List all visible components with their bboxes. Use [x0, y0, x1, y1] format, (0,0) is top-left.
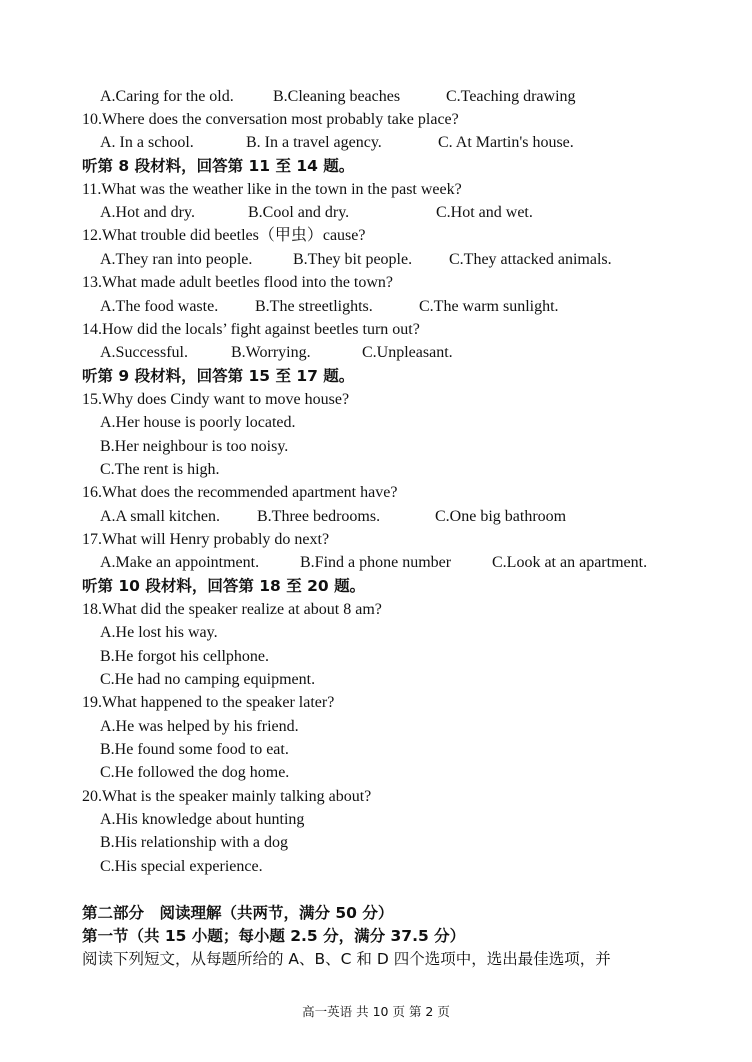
q9-option-b: B.Cleaning beaches — [273, 88, 401, 105]
q12-question: 12.What trouble did beetles（甲虫）cause? — [82, 227, 366, 244]
q14-option-a: A.Successful. — [100, 344, 188, 361]
q19-option-b: B.He found some food to eat. — [100, 741, 289, 758]
q18-option-a: A.He lost his way. — [100, 624, 218, 641]
q10-question: 10.Where does the conversation most probably take place? — [82, 111, 459, 128]
part-2-title: 第二部分 阅读理解（共两节，满分 50 分） — [82, 904, 394, 922]
q16-option-c: C.One big bathroom — [435, 508, 567, 525]
q10-option-c: C. At Martin's house. — [438, 134, 574, 151]
q10-option-a: A. In a school. — [100, 134, 194, 151]
q15-question: 15.Why does Cindy want to move house? — [82, 391, 350, 408]
q11-option-a: A.Hot and dry. — [100, 204, 195, 221]
page-footer: 高一英语 共 10 页 第 2 页 — [302, 1004, 450, 1019]
q19-option-c: C.He followed the dog home. — [100, 764, 290, 781]
q15-option-b: B.Her neighbour is too noisy. — [100, 438, 289, 455]
q13-option-a: A.The food waste. — [100, 298, 219, 315]
q18-question: 18.What did the speaker realize at about 8 am? — [82, 601, 382, 618]
section-9-heading: 听第 9 段材料，回答第 15 至 17 题。 — [82, 367, 355, 385]
section-8-heading: 听第 8 段材料，回答第 11 至 14 题。 — [82, 157, 355, 175]
q11-option-b: B.Cool and dry. — [248, 204, 350, 221]
q13-option-b: B.The streetlights. — [255, 298, 373, 315]
q13-option-c: C.The warm sunlight. — [419, 298, 559, 315]
q10-option-b: B. In a travel agency. — [246, 134, 382, 151]
q16-option-a: A.A small kitchen. — [100, 508, 220, 525]
q9-option-c: C.Teaching drawing — [446, 88, 576, 105]
q15-option-a: A.Her house is poorly located. — [100, 414, 296, 431]
q18-option-b: B.He forgot his cellphone. — [100, 648, 270, 665]
q11-option-c: C.Hot and wet. — [436, 204, 533, 221]
q15-option-c: C.The rent is high. — [100, 461, 220, 478]
q19-question: 19.What happened to the speaker later? — [82, 694, 335, 711]
q12-option-c: C.They attacked animals. — [449, 251, 612, 268]
q20-option-c: C.His special experience. — [100, 858, 263, 875]
q12-option-b: B.They bit people. — [293, 251, 413, 268]
q20-option-b: B.His relationship with a dog — [100, 834, 288, 851]
section-10-heading: 听第 10 段材料，回答第 18 至 20 题。 — [82, 577, 366, 595]
q14-option-b: B.Worrying. — [231, 344, 311, 361]
q9-option-a: A.Caring for the old. — [100, 88, 234, 105]
q14-question: 14.How did the locals’ fight against beetles turn out? — [82, 321, 420, 338]
q17-option-b: B.Find a phone number — [300, 554, 452, 571]
q17-question: 17.What will Henry probably do next? — [82, 531, 330, 548]
q20-option-a: A.His knowledge about hunting — [100, 811, 305, 828]
q16-question: 16.What does the recommended apartment have? — [82, 484, 398, 501]
q11-question: 11.What was the weather like in the town in the past week? — [82, 181, 462, 198]
q12-option-a: A.They ran into people. — [100, 251, 253, 268]
q13-question: 13.What made adult beetles flood into the town? — [82, 274, 394, 291]
q18-option-c: C.He had no camping equipment. — [100, 671, 316, 688]
q16-option-b: B.Three bedrooms. — [257, 508, 381, 525]
q17-option-a: A.Make an appointment. — [100, 554, 260, 571]
q17-option-c: C.Look at an apartment. — [492, 554, 648, 571]
part-2-section-1: 第一节（共 15 小题；每小题 2.5 分，满分 37.5 分） — [82, 927, 466, 945]
q20-question: 20.What is the speaker mainly talking about? — [82, 788, 372, 805]
q14-option-c: C.Unpleasant. — [362, 344, 453, 361]
q19-option-a: A.He was helped by his friend. — [100, 718, 299, 735]
part-2-instruction: 阅读下列短文，从每题所给的 A、B、C 和 D 四个选项中，选出最佳选项，并 — [82, 950, 611, 968]
